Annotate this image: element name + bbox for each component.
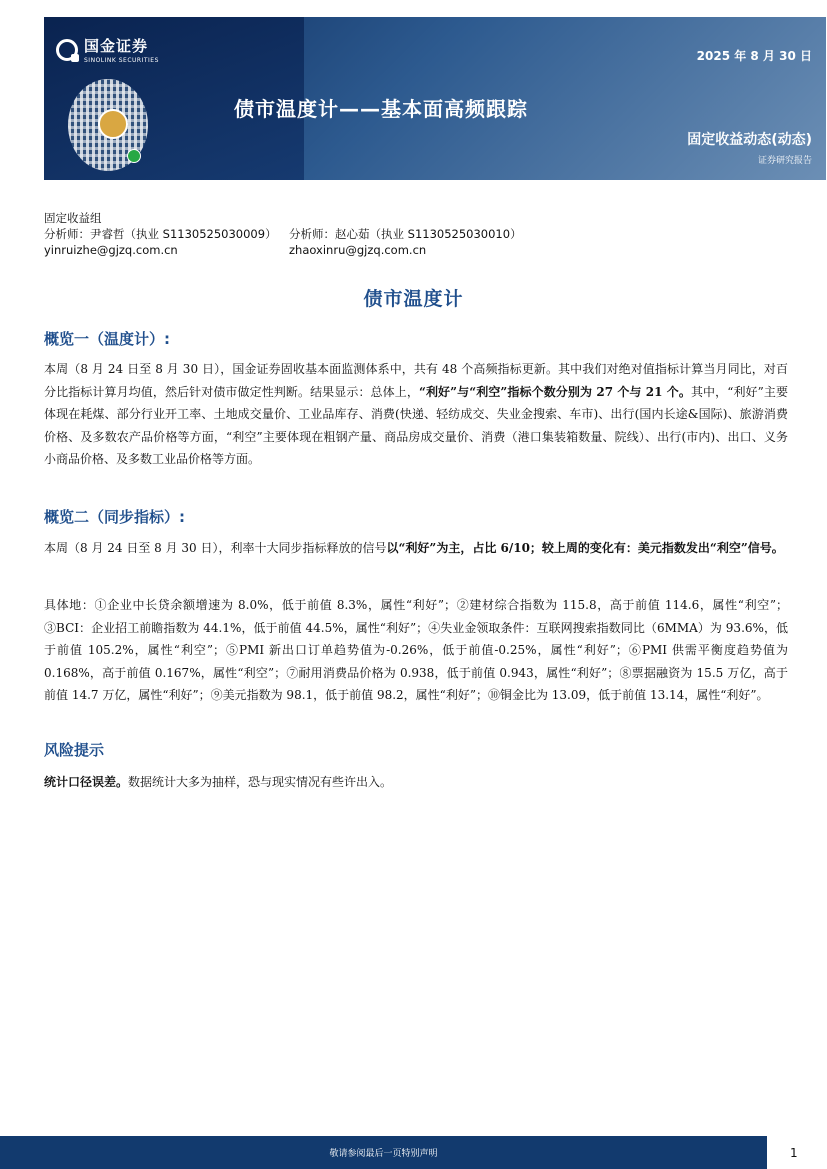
section-1-text-bold: “利好”与“利空”指标个数分别为 27 个与 21 个。 — [418, 384, 691, 399]
logo-name-en: SINOLINK SECURITIES — [84, 57, 159, 64]
author-info — [44, 210, 522, 258]
section-3-paragraph — [44, 771, 788, 794]
section-3-heading: 风险提示 — [44, 741, 105, 759]
company-logo — [56, 35, 159, 64]
section-3-text-bold: 统计口径误差。 — [44, 775, 129, 789]
document-title: 债市温度计 — [363, 288, 464, 310]
section-1-paragraph — [44, 358, 788, 471]
analyst-2: 分析师：赵心茹（执业 S1130525030010） — [289, 227, 522, 241]
header-banner — [44, 17, 826, 180]
section-2-paragraph-2: 具体地：①企业中长贷余额增速为 8.0%，低于前值 8.3%，属性“利好”；②建材综合指数为 115.8，高于前值 114.6，属性“利空”；③BCI：企业招工前瞻指数为 44.1%，低于前值 44.5%，属性“利好”；④失业金领取条件：互联网搜索指数同比（6MMA）为 93.6%，低于前值 105.2%，属性“利空”；⑤PMI 新出口订单趋势值为-0.26%，低于前值-0.25%，属性“利好”；⑥PMI 供需平衡度趋势值为 0.168%，高于前值 0.167%，属性“利空”；⑦耐用消费品价格为 0.938，低于前值 0.943，属性“利好”；⑧票据融资为 15.5 万亿，高于前值 14.7 万亿，属性“利好”；⑨美元指数为 98.1，低于前值 98.2，属性“利好”；⑩铜金比为 13.09，低于前值 13.14，属性“利好”。 — [44, 598, 788, 702]
section-1-text-c: 其中，“利好”主要体现在耗煤、部分行业开工率、土地成交量价、工业品库存、消费(快递、轻纺成交、失业金搜索、车市)、出行(国内长途&国际)、旅游消费价格、及多数农产品价格等方面，“利空”主要体现在粗钢产量、商品房成交量价、消费（港口集装箱数量、院线）、出行(市内)、出口、义务小商品价格、及多数工业品价格等方面。 — [44, 384, 788, 466]
section-2-text-a: 本周（8 月 24 日至 8 月 30 日），利率十大同步指标释放的信号 — [44, 541, 387, 555]
section-1-heading: 概览一（温度计）: — [44, 330, 170, 348]
qr-center-logo-icon — [98, 109, 128, 139]
report-type: 固定收益动态(动态) — [687, 132, 812, 148]
footer-disclaimer: 敬请参阅最后一页特别声明 — [329, 1149, 438, 1159]
mini-program-icon — [127, 149, 141, 163]
analyst-1-email: yinruizhe@gjzq.com.cn — [44, 243, 178, 257]
section-2-heading: 概览二（同步指标）: — [44, 508, 185, 526]
section-2-text-bold: 以“利好”为主，占比 6/10；较上周的变化有：美元指数发出“利空”信号。 — [386, 541, 784, 555]
logo-icon — [56, 39, 78, 61]
analyst-1: 分析师：尹睿哲（执业 S1130525030009） — [44, 227, 277, 241]
report-category: 证券研究报告 — [757, 156, 812, 166]
report-date: 2025 年 8 月 30 日 — [696, 49, 812, 63]
team-name: 固定收益组 — [44, 211, 102, 225]
analyst-2-email: zhaoxinru@gjzq.com.cn — [289, 243, 427, 257]
page-number: 1 — [790, 1146, 798, 1160]
logo-name-cn: 国金证券 — [84, 37, 149, 55]
banner-title: 债市温度计——基本面高频跟踪 — [234, 97, 528, 121]
section-3-text: 数据统计大多为抽样，恐与现实情况有些许出入。 — [128, 775, 393, 789]
section-2-paragraph-1 — [44, 537, 788, 560]
section-1-text-a: 本周（8 月 24 日至 8 月 30 日），国金证券固收基本面监测体系中，共有 48 个高频指标更新。其中我们对绝对值指标计算当月同比，对百分比指标计算月均值，然后针对债市做定性判断。结果显示：总体上， — [44, 362, 788, 399]
